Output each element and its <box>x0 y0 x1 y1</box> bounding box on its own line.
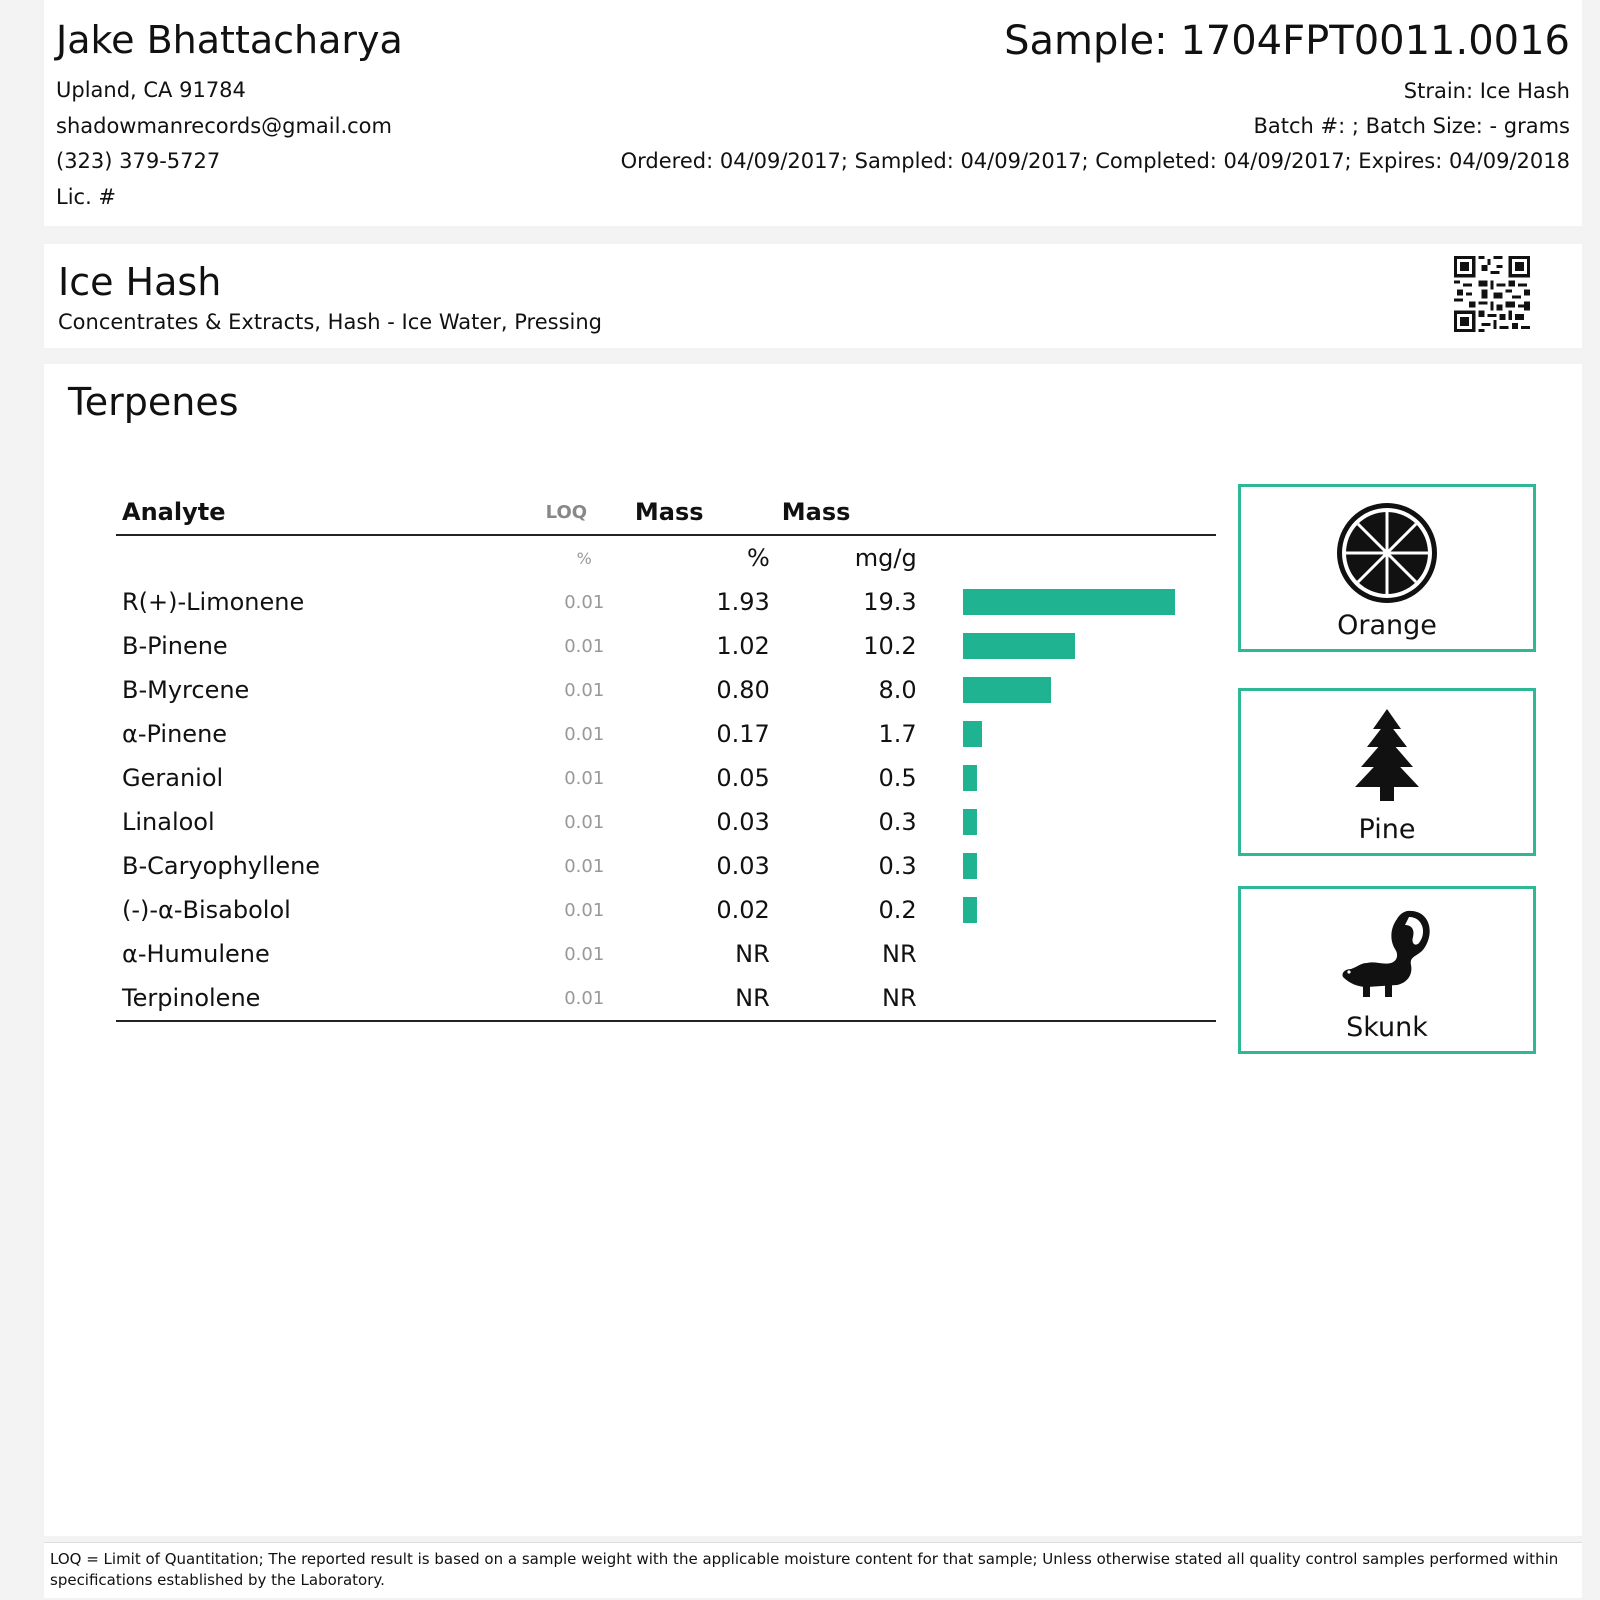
table-row <box>116 580 1216 624</box>
aroma-label: Skunk <box>1346 1012 1428 1043</box>
concentration-bar <box>963 853 977 879</box>
loq-cell: 0.01 <box>564 811 605 833</box>
pine-tree-icon <box>1347 705 1427 805</box>
mass-percent-cell: 1.02 <box>716 632 770 660</box>
sample-dates: Ordered: 04/09/2017; Sampled: 04/09/2017; Completed: 04/09/2017; Expires: 04/09/2018 <box>620 149 1570 173</box>
concentration-bar <box>963 809 977 835</box>
aroma-orange <box>1238 484 1536 652</box>
unit-mass-mg: mg/g <box>854 544 917 572</box>
client-sample-header <box>44 0 1582 226</box>
header-mass-mg: Mass <box>776 494 923 535</box>
terpenes-section <box>44 364 1582 1536</box>
client-phone: (323) 379-5727 <box>56 149 221 173</box>
mass-mg-cell: NR <box>776 976 923 1021</box>
header-bar <box>923 494 1216 535</box>
mass-percent-cell: 0.17 <box>716 720 770 748</box>
sample-title: Sample: 1704FPT0011.0016 <box>1004 18 1570 64</box>
analyte-cell: α-Pinene <box>122 720 228 748</box>
analyte-cell: Terpinolene <box>116 976 540 1021</box>
client-address: Upland, CA 91784 <box>56 78 246 102</box>
mass-mg-cell: NR <box>882 940 917 968</box>
analyte-cell: Β-Pinene <box>122 632 228 660</box>
mass-percent-cell: 1.93 <box>716 588 770 616</box>
report-page <box>26 0 1586 1600</box>
footnote: LOQ = Limit of Quantitation; The reported result is based on a sample weight with the applicable moisture content for that sample; Unless otherwise stated all quality control samples performed within specifications established by the Laboratory. <box>44 1542 1582 1598</box>
loq-cell: 0.01 <box>564 679 605 701</box>
mass-percent-cell: 0.80 <box>716 676 770 704</box>
aroma-skunk <box>1238 886 1536 1054</box>
mass-mg-cell: 0.3 <box>878 852 917 880</box>
mass-mg-cell: 19.3 <box>863 588 917 616</box>
mass-mg-cell: 8.0 <box>878 676 917 704</box>
loq-cell: 0.01 <box>564 855 605 877</box>
table-row <box>116 844 1216 888</box>
client-license: Lic. # <box>56 185 117 209</box>
mass-percent-cell: 0.05 <box>716 764 770 792</box>
concentration-bar <box>963 897 977 923</box>
analyte-cell: α-Humulene <box>122 940 270 968</box>
concentration-bar <box>963 677 1051 703</box>
header-analyte: Analyte <box>116 494 540 535</box>
table-row <box>116 712 1216 756</box>
terpenes-table <box>116 494 1216 1022</box>
table-row <box>116 800 1216 844</box>
client-name: Jake Bhattacharya <box>56 18 403 62</box>
mass-mg-cell: 10.2 <box>863 632 917 660</box>
loq-cell: 0.01 <box>564 767 605 789</box>
loq-cell: 0.01 <box>540 976 629 1021</box>
concentration-bar <box>963 765 977 791</box>
table-row <box>116 932 1216 976</box>
sample-strain: Strain: Ice Hash <box>1403 79 1570 103</box>
table-row <box>116 624 1216 668</box>
loq-cell: 0.01 <box>564 899 605 921</box>
aroma-label: Pine <box>1358 814 1416 845</box>
loq-cell: 0.01 <box>564 943 605 965</box>
analyte-cell: Geraniol <box>122 764 224 792</box>
sample-batch: Batch #: ; Batch Size: - grams <box>1253 114 1570 138</box>
product-header <box>44 244 1582 348</box>
header-mass-percent: Mass <box>629 494 776 535</box>
mass-mg-cell: 0.3 <box>878 808 917 836</box>
analyte-cell: Β-Caryophyllene <box>122 852 321 880</box>
table-row <box>116 976 1216 1021</box>
mass-mg-cell: 0.2 <box>878 896 917 924</box>
client-email: shadowmanrecords@gmail.com <box>56 114 392 138</box>
analyte-cell: R(+)-Limonene <box>122 588 305 616</box>
concentration-bar <box>963 589 1175 615</box>
analyte-cell: Linalool <box>122 808 215 836</box>
mass-percent-cell: NR <box>735 940 770 968</box>
loq-cell: 0.01 <box>564 591 605 613</box>
mass-mg-cell: 0.5 <box>878 764 917 792</box>
orange-slice-icon <box>1335 501 1439 605</box>
aroma-pine <box>1238 688 1536 856</box>
mass-percent-cell: NR <box>629 976 776 1021</box>
qr-code-icon <box>1454 256 1530 332</box>
analyte-cell: Β-Myrcene <box>122 676 250 704</box>
loq-cell: 0.01 <box>564 723 605 745</box>
aroma-label: Orange <box>1337 610 1437 641</box>
product-name: Ice Hash <box>58 260 222 304</box>
skunk-icon <box>1337 903 1437 1003</box>
table-row <box>116 888 1216 932</box>
unit-loq: % <box>576 548 592 568</box>
concentration-bar <box>963 721 982 747</box>
units-row <box>116 535 1216 580</box>
mass-percent-cell: 0.02 <box>716 896 770 924</box>
analyte-cell: (-)-α-Bisabolol <box>122 896 291 924</box>
table-row <box>116 668 1216 712</box>
header-loq: LOQ <box>540 494 629 535</box>
loq-cell: 0.01 <box>564 635 605 657</box>
product-category: Concentrates & Extracts, Hash - Ice Water, Pressing <box>58 310 603 334</box>
table-row <box>116 756 1216 800</box>
mass-percent-cell: 0.03 <box>716 808 770 836</box>
concentration-bar <box>963 633 1075 659</box>
mass-percent-cell: 0.03 <box>716 852 770 880</box>
section-title: Terpenes <box>68 380 239 424</box>
mass-mg-cell: 1.7 <box>878 720 917 748</box>
unit-mass-percent: % <box>746 544 770 572</box>
